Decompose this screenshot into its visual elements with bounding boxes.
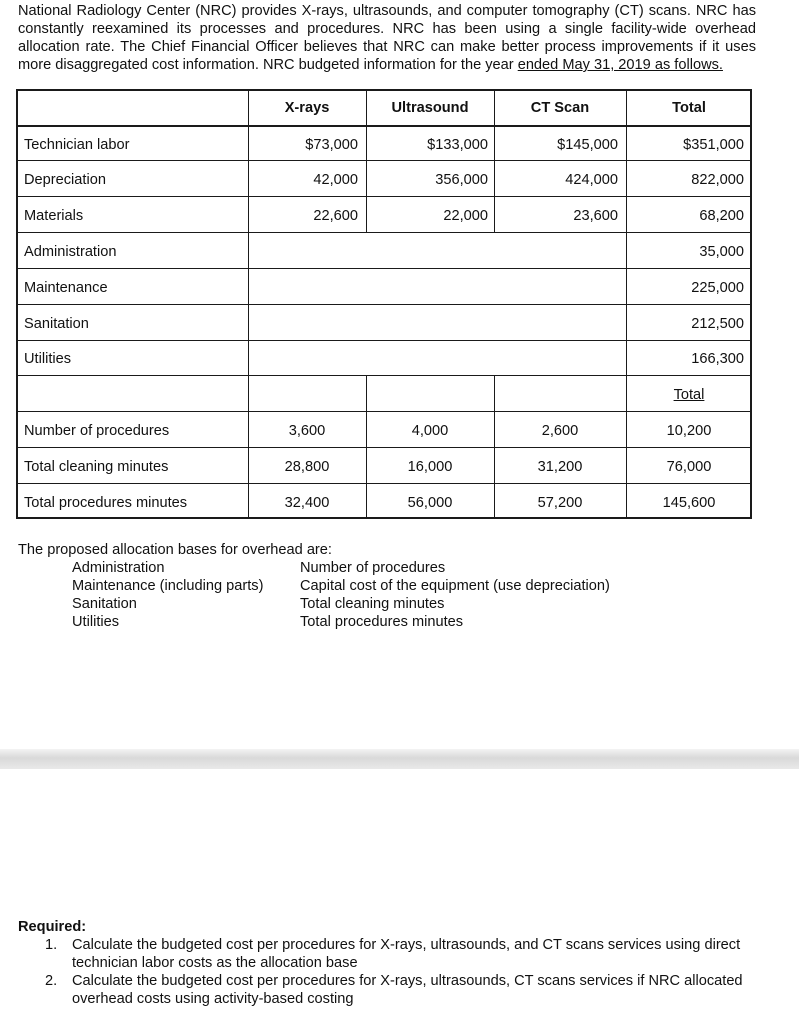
cell-ct-scan: 31,200 <box>537 459 583 475</box>
row-label: Sanitation <box>24 316 89 332</box>
cell-total: 76,000 <box>666 459 712 475</box>
table-border-right <box>750 89 752 519</box>
cell-total: 10,200 <box>666 423 712 439</box>
cell-ultrasound: 4,000 <box>411 423 449 439</box>
required-list <box>18 936 758 1008</box>
table-rule <box>16 232 752 233</box>
item-number: 1. <box>45 937 58 953</box>
list-item <box>18 936 758 972</box>
allocation-base: Number of procedures <box>300 560 446 576</box>
list-item <box>72 595 712 613</box>
cell-total: 212,500 <box>691 316 744 332</box>
row-label: Utilities <box>24 351 72 367</box>
table-rule <box>16 340 752 341</box>
row-label: Administration <box>24 244 117 260</box>
allocation-base: Total cleaning minutes <box>300 596 445 612</box>
table-rule <box>16 447 752 448</box>
overhead-pool: Sanitation <box>72 596 137 612</box>
header-ultrasound: Ultrasound <box>391 100 469 116</box>
table-border-top <box>16 89 752 91</box>
table-border-bottom <box>16 517 752 519</box>
header-total: Total <box>672 100 706 116</box>
budget-table <box>16 89 752 519</box>
cell-ct-scan: $145,000 <box>557 137 618 153</box>
list-item <box>72 577 712 595</box>
row-label: Number of procedures <box>24 423 170 439</box>
cell-xrays: 3,600 <box>288 423 326 439</box>
cell-ultrasound: $133,000 <box>427 137 488 153</box>
cell-ultrasound: 356,000 <box>435 172 488 188</box>
cell-total: 35,000 <box>699 244 744 260</box>
row-label: Technician labor <box>24 137 130 153</box>
cell-xrays: 42,000 <box>313 172 358 188</box>
cell-ultrasound: 22,000 <box>443 208 488 224</box>
cell-total: 225,000 <box>691 280 744 296</box>
table-border-left <box>16 89 18 519</box>
required-section <box>18 918 758 1008</box>
table-rule <box>16 411 752 412</box>
row-label: Total procedures minutes <box>24 495 188 511</box>
intro-underlined-tail: ended May 31, 2019 as follows. <box>517 57 723 73</box>
required-title: Required: <box>18 919 87 935</box>
item-text: Calculate the budgeted cost per procedures for X-rays, ultrasounds, CT scans services if NRC allocated overhead costs using activity-based costing <box>72 973 743 1007</box>
table-rule <box>16 196 752 197</box>
cell-total: $351,000 <box>683 137 744 153</box>
overhead-pool: Maintenance (including parts) <box>72 578 264 594</box>
overhead-pool: Administration <box>72 560 165 576</box>
cell-xrays: $73,000 <box>305 137 358 153</box>
overhead-pool: Utilities <box>72 614 120 630</box>
cell-ultrasound: 56,000 <box>407 495 453 511</box>
cell-ct-scan: 57,200 <box>537 495 583 511</box>
row-label: Total cleaning minutes <box>24 459 169 475</box>
allocation-bases-title: The proposed allocation bases for overhead are: <box>18 542 332 558</box>
cell-total: 822,000 <box>691 172 744 188</box>
table-rule <box>16 304 752 305</box>
allocation-base: Total procedures minutes <box>300 614 464 630</box>
list-item <box>72 613 712 631</box>
header-xrays: X-rays <box>284 100 330 116</box>
page-divider <box>0 749 799 769</box>
cell-ct-scan: 23,600 <box>573 208 618 224</box>
header-ct-scan: CT Scan <box>530 100 590 116</box>
cell-total: 166,300 <box>691 351 744 367</box>
intro-paragraph <box>18 2 756 74</box>
allocation-base: Capital cost of the equipment (use depreciation) <box>300 578 610 594</box>
cell-xrays: 28,800 <box>284 459 330 475</box>
item-text: Calculate the budgeted cost per procedures for X-rays, ultrasounds, and CT scans services using direct technician labor costs as the allocation base <box>72 937 741 971</box>
intro-text: National Radiology Center (NRC) provides X-rays, ultrasounds, and computer tomography (CT) scans. NRC has constantly reexamined its processes and procedures. NRC has been using a single facility-wide overhead allocation rate. The Chief Financial Officer believes that NRC can make better process improvements if it uses more disaggregated cost information. NRC budgeted information for the year <box>18 3 756 73</box>
cell-ct-scan: 424,000 <box>565 172 618 188</box>
total-subheader: Total <box>673 387 705 403</box>
cell-ct-scan: 2,600 <box>541 423 579 439</box>
table-rule <box>16 126 752 127</box>
row-label: Maintenance <box>24 280 108 296</box>
cell-total: 145,600 <box>662 495 716 511</box>
table-rule <box>16 483 752 484</box>
cell-ultrasound: 16,000 <box>407 459 453 475</box>
item-number: 2. <box>45 973 58 989</box>
table-rule <box>16 268 752 269</box>
cell-total: 68,200 <box>699 208 744 224</box>
cell-xrays: 22,600 <box>313 208 358 224</box>
table-rule <box>16 375 752 376</box>
list-item <box>72 559 712 577</box>
cell-xrays: 32,400 <box>284 495 330 511</box>
list-item <box>18 972 758 1008</box>
row-label: Depreciation <box>24 172 106 188</box>
row-label: Materials <box>24 208 84 224</box>
allocation-bases-list <box>72 559 712 631</box>
table-rule <box>16 160 752 161</box>
